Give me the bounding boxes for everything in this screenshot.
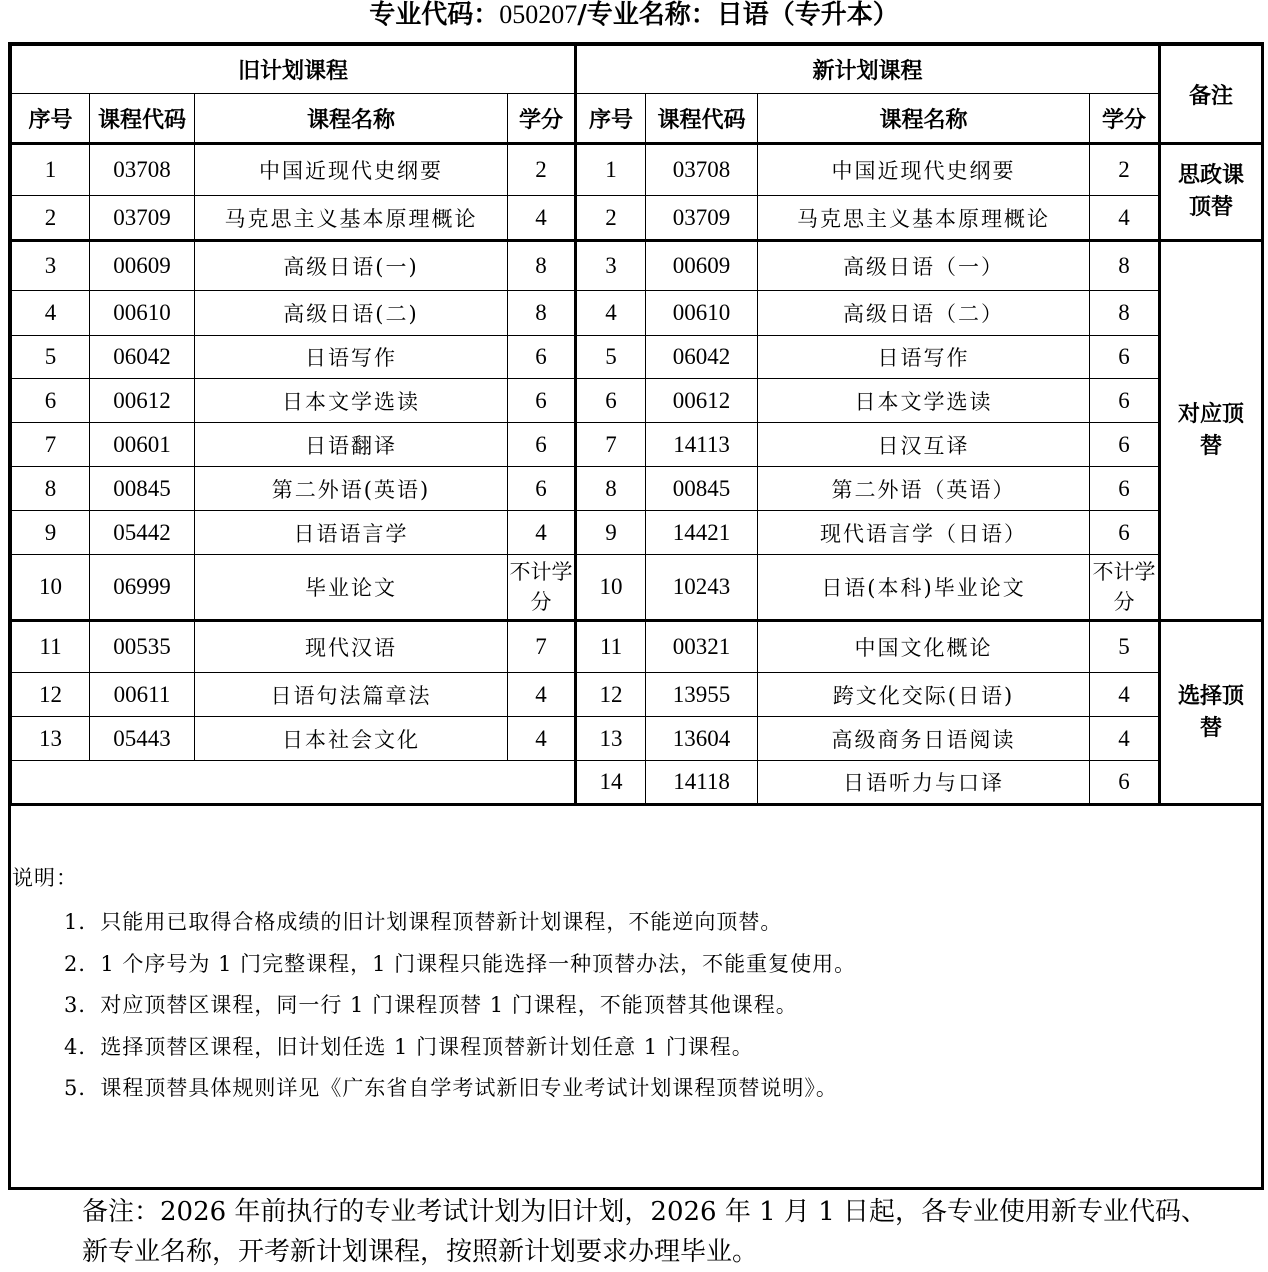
old-code-cell: 06999 bbox=[90, 555, 195, 621]
old-name-cell: 日语语言学 bbox=[195, 511, 508, 555]
old-name-cell: 高级日语(二) bbox=[195, 291, 508, 336]
new-credit-cell: 6 bbox=[1090, 467, 1160, 511]
new-name-cell: 现代语言学（日语） bbox=[758, 511, 1090, 555]
col-new-name: 课程名称 bbox=[758, 94, 1090, 144]
old-code-cell: 05442 bbox=[90, 511, 195, 555]
col-new-index: 序号 bbox=[576, 94, 646, 144]
new-code-cell: 06042 bbox=[646, 336, 758, 379]
new-index-cell: 7 bbox=[576, 423, 646, 467]
new-credit-cell: 6 bbox=[1090, 423, 1160, 467]
old-name-cell: 高级日语(一) bbox=[195, 241, 508, 291]
note-item: 1．只能用已取得合格成绩的旧计划课程顶替新计划课程，不能逆向顶替。 bbox=[64, 910, 783, 934]
new-credit-cell: 8 bbox=[1090, 291, 1160, 336]
old-name-cell: 中国近现代史纲要 bbox=[195, 144, 508, 196]
notes-heading: 说明： bbox=[12, 866, 78, 890]
new-credit-cell: 8 bbox=[1090, 241, 1160, 291]
old-credit-cell: 6 bbox=[508, 467, 576, 511]
note-item: 5．课程顶替具体规则详见《广东省自学考试新旧专业考试计划课程顶替说明》。 bbox=[64, 1076, 838, 1100]
old-credit-cell: 4 bbox=[508, 717, 576, 761]
old-index-cell: 7 bbox=[12, 423, 90, 467]
old-credit-cell: 7 bbox=[508, 621, 576, 673]
old-index-cell: 5 bbox=[12, 336, 90, 379]
note-item: 2．1 个序号为 1 门完整课程，1 门课程只能选择一种顶替办法，不能重复使用。 bbox=[64, 952, 857, 976]
new-credit-cell: 6 bbox=[1090, 336, 1160, 379]
col-old-credit: 学分 bbox=[508, 94, 576, 144]
new-index-cell: 9 bbox=[576, 511, 646, 555]
new-code-cell: 14113 bbox=[646, 423, 758, 467]
old-name-cell: 日本文学选读 bbox=[195, 379, 508, 423]
new-credit-cell: 4 bbox=[1090, 717, 1160, 761]
old-index-cell: 12 bbox=[12, 673, 90, 717]
old-credit-cell: 4 bbox=[508, 196, 576, 241]
new-index-cell: 3 bbox=[576, 241, 646, 291]
new-index-cell: 8 bbox=[576, 467, 646, 511]
new-code-cell: 14421 bbox=[646, 511, 758, 555]
new-name-cell: 马克思主义基本原理概论 bbox=[758, 196, 1090, 241]
new-name-cell: 高级日语（二） bbox=[758, 291, 1090, 336]
new-credit-cell: 6 bbox=[1090, 761, 1160, 805]
old-name-cell: 日语句法篇章法 bbox=[195, 673, 508, 717]
old-name-cell: 马克思主义基本原理概论 bbox=[195, 196, 508, 241]
old-code-cell: 05443 bbox=[90, 717, 195, 761]
new-index-cell: 13 bbox=[576, 717, 646, 761]
empty-old-cell bbox=[12, 761, 576, 805]
old-code-cell: 00609 bbox=[90, 241, 195, 291]
table-row bbox=[12, 379, 1262, 423]
old-index-cell: 13 bbox=[12, 717, 90, 761]
old-index-cell: 3 bbox=[12, 241, 90, 291]
remark-cell: 思政课顶替 bbox=[1160, 144, 1262, 241]
new-index-cell: 5 bbox=[576, 336, 646, 379]
new-credit-cell: 6 bbox=[1090, 511, 1160, 555]
old-name-cell: 现代汉语 bbox=[195, 621, 508, 673]
new-credit-cell: 4 bbox=[1090, 673, 1160, 717]
new-code-cell: 00609 bbox=[646, 241, 758, 291]
new-name-cell: 跨文化交际(日语) bbox=[758, 673, 1090, 717]
old-credit-cell: 4 bbox=[508, 511, 576, 555]
old-code-cell: 00601 bbox=[90, 423, 195, 467]
table-row bbox=[12, 336, 1262, 379]
old-index-cell: 4 bbox=[12, 291, 90, 336]
old-credit-cell: 不计学分 bbox=[508, 555, 576, 621]
old-code-cell: 00612 bbox=[90, 379, 195, 423]
table-row bbox=[12, 673, 1262, 717]
new-credit-cell: 2 bbox=[1090, 144, 1160, 196]
new-code-cell: 14118 bbox=[646, 761, 758, 805]
new-name-cell: 日语听力与口译 bbox=[758, 761, 1090, 805]
col-old-name: 课程名称 bbox=[195, 94, 508, 144]
col-old-code: 课程代码 bbox=[90, 94, 195, 144]
old-credit-cell: 6 bbox=[508, 423, 576, 467]
old-code-cell: 03709 bbox=[90, 196, 195, 241]
table-row bbox=[12, 621, 1262, 673]
old-credit-cell: 6 bbox=[508, 336, 576, 379]
remark-header: 备注 bbox=[1160, 46, 1262, 144]
major-code: 050207 bbox=[499, 0, 578, 29]
note-item: 4．选择顶替区课程，旧计划任选 1 门课程顶替新计划任意 1 门课程。 bbox=[64, 1035, 754, 1059]
new-code-cell: 00612 bbox=[646, 379, 758, 423]
old-name-cell: 毕业论文 bbox=[195, 555, 508, 621]
table-row bbox=[12, 196, 1262, 241]
table-row bbox=[12, 144, 1262, 196]
old-code-cell: 06042 bbox=[90, 336, 195, 379]
new-code-cell: 00845 bbox=[646, 467, 758, 511]
table-row bbox=[12, 467, 1262, 511]
title-suffix: /专业名称：日语（专升本） bbox=[577, 0, 899, 30]
new-credit-cell: 不计学分 bbox=[1090, 555, 1160, 621]
new-name-cell: 中国近现代史纲要 bbox=[758, 144, 1090, 196]
new-name-cell: 日语(本科)毕业论文 bbox=[758, 555, 1090, 621]
old-name-cell: 第二外语(英语) bbox=[195, 467, 508, 511]
old-credit-cell: 2 bbox=[508, 144, 576, 196]
new-name-cell: 高级日语（一） bbox=[758, 241, 1090, 291]
new-name-cell: 中国文化概论 bbox=[758, 621, 1090, 673]
new-code-cell: 10243 bbox=[646, 555, 758, 621]
new-index-cell: 12 bbox=[576, 673, 646, 717]
old-index-cell: 2 bbox=[12, 196, 90, 241]
new-name-cell: 日本文学选读 bbox=[758, 379, 1090, 423]
old-index-cell: 6 bbox=[12, 379, 90, 423]
new-index-cell: 1 bbox=[576, 144, 646, 196]
new-index-cell: 2 bbox=[576, 196, 646, 241]
new-index-cell: 4 bbox=[576, 291, 646, 336]
note-item: 3．对应顶替区课程，同一行 1 门课程顶替 1 门课程，不能顶替其他课程。 bbox=[64, 993, 798, 1017]
old-plan-header: 旧计划课程 bbox=[12, 46, 576, 94]
old-name-cell: 日本社会文化 bbox=[195, 717, 508, 761]
old-index-cell: 9 bbox=[12, 511, 90, 555]
new-code-cell: 03708 bbox=[646, 144, 758, 196]
col-new-credit: 学分 bbox=[1090, 94, 1160, 144]
table-row bbox=[12, 423, 1262, 467]
old-code-cell: 03708 bbox=[90, 144, 195, 196]
page-title bbox=[0, 0, 1268, 34]
new-name-cell: 日语写作 bbox=[758, 336, 1090, 379]
col-old-index: 序号 bbox=[12, 94, 90, 144]
new-code-cell: 13955 bbox=[646, 673, 758, 717]
old-code-cell: 00845 bbox=[90, 467, 195, 511]
new-name-cell: 第二外语（英语） bbox=[758, 467, 1090, 511]
new-code-cell: 00321 bbox=[646, 621, 758, 673]
old-index-cell: 8 bbox=[12, 467, 90, 511]
table-row bbox=[12, 555, 1262, 621]
old-index-cell: 11 bbox=[12, 621, 90, 673]
table-row bbox=[12, 717, 1262, 761]
table-row bbox=[12, 241, 1262, 291]
table-row bbox=[12, 761, 1262, 805]
new-code-cell: 00610 bbox=[646, 291, 758, 336]
new-code-cell: 13604 bbox=[646, 717, 758, 761]
new-credit-cell: 4 bbox=[1090, 196, 1160, 241]
old-credit-cell: 6 bbox=[508, 379, 576, 423]
old-name-cell: 日语翻译 bbox=[195, 423, 508, 467]
old-index-cell: 10 bbox=[12, 555, 90, 621]
col-new-code: 课程代码 bbox=[646, 94, 758, 144]
remark-cell: 选择顶替 bbox=[1160, 621, 1262, 805]
title-prefix: 专业代码： bbox=[369, 0, 500, 30]
old-credit-cell: 8 bbox=[508, 291, 576, 336]
new-index-cell: 10 bbox=[576, 555, 646, 621]
new-index-cell: 6 bbox=[576, 379, 646, 423]
new-code-cell: 03709 bbox=[646, 196, 758, 241]
new-index-cell: 11 bbox=[576, 621, 646, 673]
old-code-cell: 00610 bbox=[90, 291, 195, 336]
table-row bbox=[12, 291, 1262, 336]
old-credit-cell: 4 bbox=[508, 673, 576, 717]
old-name-cell: 日语写作 bbox=[195, 336, 508, 379]
course-replacement-table bbox=[11, 45, 1262, 806]
new-credit-cell: 6 bbox=[1090, 379, 1160, 423]
new-index-cell: 14 bbox=[576, 761, 646, 805]
new-credit-cell: 5 bbox=[1090, 621, 1160, 673]
old-index-cell: 1 bbox=[12, 144, 90, 196]
old-code-cell: 00535 bbox=[90, 621, 195, 673]
new-plan-header: 新计划课程 bbox=[576, 46, 1160, 94]
new-name-cell: 高级商务日语阅读 bbox=[758, 717, 1090, 761]
old-code-cell: 00611 bbox=[90, 673, 195, 717]
new-name-cell: 日汉互译 bbox=[758, 423, 1090, 467]
remark-cell: 对应顶替 bbox=[1160, 241, 1262, 621]
footer-remark: 备注：2026 年前执行的专业考试计划为旧计划，2026 年 1 月 1 日起，各专业使用新专业代码、新专业名称，开考新计划课程，按照新计划要求办理毕业。 bbox=[82, 1197, 1208, 1267]
table-row bbox=[12, 511, 1262, 555]
old-credit-cell: 8 bbox=[508, 241, 576, 291]
